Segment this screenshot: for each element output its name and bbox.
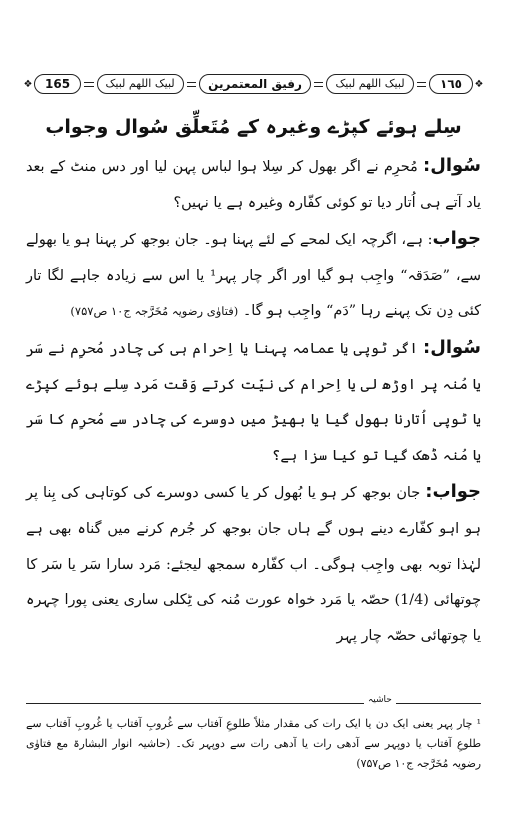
page-number-urdu: ١٦٥ [429,74,473,94]
book-title: رفیق المعتمرین [199,74,311,94]
header-rule [314,82,323,87]
qa-content [26,148,481,654]
page-number: 165 [34,74,81,94]
ornament-icon: ❖ [23,78,33,90]
answer-label: جواب: [425,481,482,503]
header-slogan-right: لبیک اللھم لبیک [326,74,413,94]
footnote-text: ¹ چار پہر یعنی ایک دن یا ایک رات کی مقدار مثلاً طلوعِ آفتاب سے غُروبِ آفتاب یا غُروبِ آفتاب سے طلوعِ آفتاب یا دوپہر سے آدھی رات یا آدھی رات سے دوپہر تک۔ [26,717,482,750]
footnote-reference: (حاشیہ انوار البشارۃ مع فتاوٰی رضویہ مُخَرَّجہ ج۱۰ ص۷۵۷) [26,737,481,770]
page-header [22,73,485,95]
question-1 [26,148,481,221]
answer-text: جان بوجھ کر ہو یا بُھول کر یا کسی دوسرے کی کوتاہی کی بِنا پر ہو اہو کفّارے دینے ہوں گے ہاں جان بوجھ کر جُرم کرنے میں گناہ بھی ہے لہٰذا توبہ بھی واجِب ہوگی۔ اب کفّارہ سمجھ لیجئے: مَرد سارا سَر یا سَر کا چوتھائی (1/4) حصّہ یا مَرد خواہ عورت مُنہ کی ٹِکلی ساری یعنی پورا چہرہ یا چوتھائی حصّہ چار پہر [26,485,482,644]
answer-1 [26,221,481,330]
section-title: سِلے ہوئے کپڑے وغیرہ کے مُتَعلِّق سُوال وجواب [45,116,462,138]
answer-reference: (فتاوٰی رضویہ مُخَرَّجہ ج۱۰ ص۷۵۷) [70,304,239,319]
question-text: مُحرِم نے اگر بھول کر سِلا ہوا لباس پہن لیا اور دس منٹ کے بعد یاد آتے ہی اُتار دیا تو کوئی کفّارہ وغیرہ ہے یا نہیں؟ [26,159,481,211]
question-text: اگر ٹوپی یا عمامہ پہنا یا اِحرام ہی کی چادر مُحرِم نے سَر یا مُنہ پر اوڑھ لی یا اِحرام کی نیّت کرتے وَقت مَرد سِلے ہوئے کپڑے یا ٹوپی اُتارنا بھول گیا یا بھیڑ میں دوسرے کی چادر سے مُحرِم کا سَر یا مُنہ ڈھک گیا تو کیا سزا ہے؟ [26,340,481,464]
question-label: سُوال: [423,336,481,358]
footnote [26,714,481,774]
question-2 [26,330,481,474]
answer-2 [26,474,481,654]
answer-label: جواب [432,228,481,250]
ornament-icon: ❖ [474,78,484,90]
header-rule [417,82,426,87]
question-label: سُوال: [423,155,481,176]
header-slogan-left: لبیک اللھم لبیک [97,74,184,94]
answer-text: : ہے، اگرچہ ایک لمحے کے لئے پہنا ہو۔ جان بوجھ کر پہنا ہو یا بھولے سے، ”صَدَقہ“ واجِب ہو گیا اور اگر چار پہر¹ یا اس سے زیادہ جاہے لگا تار کئی دِن تک پہنے رہا ”دَم“ واجِب ہو گا۔ [26,232,481,320]
header-rule [187,82,196,87]
footnote-marker: حاشیہ [364,695,396,705]
footnote-divider [26,703,481,704]
header-rule [84,82,93,87]
